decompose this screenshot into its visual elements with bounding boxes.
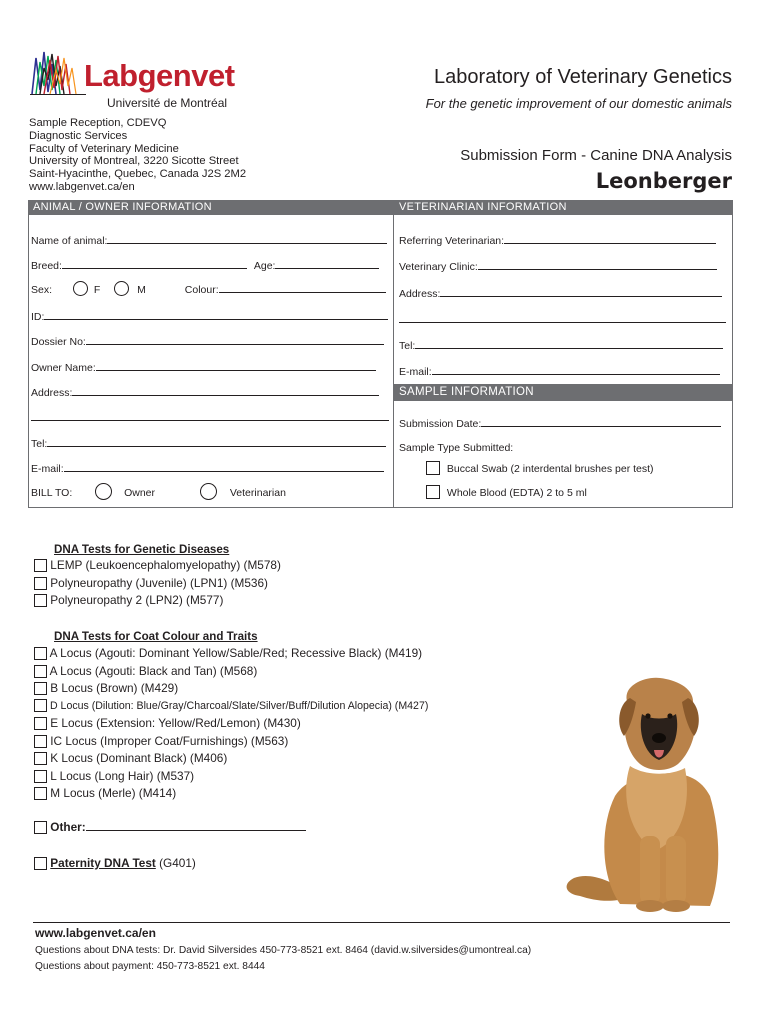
clinic-label: Veterinary Clinic:	[399, 261, 478, 273]
test-label: Polyneuropathy (Juvenile) (LPN1) (M536)	[50, 575, 268, 590]
sample-bar: SAMPLE INFORMATION	[394, 384, 733, 401]
test-checkbox[interactable]	[34, 559, 47, 572]
sex-m-label: M	[137, 284, 146, 296]
test-label: Polyneuropathy 2 (LPN2) (M577)	[50, 593, 224, 607]
address-line: Saint-Hyacinthe, Quebec, Canada J2S 2M2	[29, 168, 247, 181]
test-item	[34, 663, 428, 681]
dossier-row	[31, 335, 384, 348]
animal-name-label: Name of animal:	[31, 235, 108, 247]
test-label: IC Locus (Improper Coat/Furnishings) (M563)	[50, 733, 289, 748]
logo-wordmark: Labgenvet	[84, 58, 235, 93]
owner-email-row	[31, 462, 384, 475]
vet-address-label: Address:	[399, 288, 441, 300]
id-field[interactable]	[44, 310, 388, 320]
test-checkbox[interactable]	[34, 770, 47, 783]
owner-address-field[interactable]	[72, 386, 379, 396]
test-item	[34, 557, 281, 575]
test-item	[34, 645, 428, 663]
owner-email-field[interactable]	[64, 462, 384, 472]
other-row	[34, 819, 306, 837]
owner-tel-label: Tel:	[31, 438, 48, 450]
bill-owner-radio[interactable]	[95, 483, 112, 500]
footer-rule	[33, 922, 730, 923]
animal-owner-bar: ANIMAL / OWNER INFORMATION	[28, 200, 393, 215]
vet-email-label: E-mail:	[399, 366, 432, 378]
column-divider	[393, 200, 394, 508]
vet-address-field[interactable]	[440, 287, 722, 297]
reception-address	[29, 117, 246, 194]
colour-label: Colour:	[184, 284, 219, 296]
test-item	[34, 750, 428, 768]
test-label: K Locus (Dominant Black) (M406)	[50, 751, 228, 765]
test-label: L Locus (Long Hair) (M537)	[50, 768, 195, 783]
other-checkbox[interactable]	[34, 821, 47, 834]
test-item	[34, 785, 428, 803]
id-label: ID:	[31, 311, 45, 323]
address-line: Sample Reception, CDEVQ	[29, 117, 167, 129]
animal-name-field[interactable]	[107, 234, 387, 244]
buccal-swab-checkbox[interactable]	[426, 461, 440, 475]
vet-tel-field[interactable]	[415, 339, 723, 349]
colour-field[interactable]	[219, 283, 386, 293]
buccal-swab-label: Buccal Swab (2 interdental brushes per test)	[446, 463, 654, 475]
whole-blood-row	[426, 487, 587, 499]
test-item	[34, 698, 428, 716]
dossier-label: Dossier No:	[31, 336, 86, 348]
sample-type-label: Sample Type Submitted:	[399, 442, 514, 454]
age-label: Age:	[253, 260, 276, 272]
test-checkbox[interactable]	[34, 699, 47, 712]
owner-address-row	[31, 386, 379, 399]
paternity-label: Paternity DNA Test	[50, 856, 156, 870]
owner-address-field-2[interactable]	[31, 420, 389, 421]
diseases-title: DNA Tests for Genetic Diseases	[54, 543, 230, 556]
referring-vet-row	[399, 234, 716, 247]
lab-title: Laboratory of Veterinary Genetics	[434, 66, 732, 88]
breed-label: Breed:	[31, 260, 62, 272]
owner-address-label: Address:	[31, 387, 73, 399]
vet-tel-label: Tel:	[399, 340, 416, 352]
address-line: University of Montreal, 3220 Sicotte Street	[29, 155, 239, 168]
owner-row	[31, 361, 376, 374]
test-item	[34, 575, 281, 593]
veterinarian-bar: VETERINARIAN INFORMATION	[394, 200, 733, 215]
sex-m-radio[interactable]	[114, 281, 129, 296]
test-checkbox[interactable]	[34, 577, 47, 590]
other-label: Other:	[50, 820, 86, 834]
owner-label: Owner Name:	[31, 362, 96, 374]
test-label: LEMP (Leukoencephalomyelopathy) (M578)	[50, 558, 281, 572]
vet-tel-row	[399, 339, 723, 352]
vet-email-field[interactable]	[432, 365, 720, 375]
test-label: B Locus (Brown) (M429)	[50, 681, 179, 695]
bill-owner-label: Owner	[124, 486, 156, 499]
sex-f-radio[interactable]	[73, 281, 88, 296]
owner-tel-field[interactable]	[47, 437, 386, 447]
test-checkbox[interactable]	[34, 665, 47, 678]
submission-date-row	[399, 417, 721, 430]
vet-address-row	[399, 287, 722, 300]
labgenvet-logo-icon	[30, 50, 88, 96]
test-item	[34, 768, 428, 786]
dossier-field[interactable]	[86, 335, 384, 345]
clinic-field[interactable]	[478, 260, 717, 270]
owner-tel-row	[31, 437, 386, 450]
test-checkbox[interactable]	[34, 647, 47, 660]
whole-blood-checkbox[interactable]	[426, 485, 440, 499]
address-line: Faculty of Veterinary Medicine	[29, 142, 179, 155]
test-checkbox[interactable]	[34, 682, 47, 695]
leonberger-dog-image	[560, 676, 738, 921]
id-row	[31, 310, 388, 323]
coat-list	[34, 645, 428, 803]
paternity-checkbox[interactable]	[34, 857, 47, 870]
test-label: A Locus (Agouti: Black and Tan) (M568)	[49, 663, 258, 678]
sex-f-label: F	[93, 284, 101, 296]
test-label: M Locus (Merle) (M414)	[50, 786, 177, 800]
footer-url-link[interactable]: www.labgenvet.ca/en	[35, 926, 156, 940]
sex-row	[31, 283, 386, 296]
footer-questions-tests: Questions about DNA tests: Dr. David Silversides 450-773-8521 ext. 8464 (david.w.silversides@umontreal.ca)	[35, 945, 532, 956]
vet-email-row	[399, 365, 720, 378]
test-checkbox[interactable]	[34, 752, 47, 765]
test-checkbox[interactable]	[34, 735, 47, 748]
test-item	[34, 733, 428, 751]
submission-date-label: Submission Date:	[399, 418, 482, 430]
animal-name-row	[31, 234, 387, 247]
breed-title: Leonberger	[595, 169, 732, 193]
bill-to-label: BILL TO:	[31, 486, 73, 499]
form-title: Submission Form - Canine DNA Analysis	[460, 147, 732, 164]
bill-vet-label: Veterinarian	[229, 486, 286, 499]
bill-to-row	[31, 486, 286, 500]
test-label: A Locus (Agouti: Dominant Yellow/Sable/Red; Recessive Black) (M419)	[49, 646, 423, 660]
test-label: D Locus (Dilution: Blue/Gray/Charcoal/Slate/Silver/Buff/Dilution Alopecia) (M427)	[49, 699, 429, 712]
lab-subtitle: For the genetic improvement of our domestic animals	[425, 96, 732, 111]
test-item	[34, 592, 281, 610]
other-field[interactable]	[86, 819, 306, 831]
coat-title: DNA Tests for Coat Colour and Traits	[54, 630, 258, 643]
footer-questions-payment: Questions about payment: 450-773-8521 ext. 8444	[35, 961, 265, 972]
clinic-row	[399, 260, 717, 273]
paternity-row	[34, 855, 196, 873]
buccal-swab-row	[426, 463, 654, 475]
breed-field[interactable]	[62, 259, 247, 269]
test-item	[34, 680, 428, 698]
whole-blood-label: Whole Blood (EDTA) 2 to 5 ml	[446, 487, 587, 499]
test-item	[34, 715, 428, 733]
sex-label: Sex:	[31, 284, 53, 296]
paternity-code: (G401)	[159, 856, 196, 870]
owner-email-label: E-mail:	[31, 463, 64, 475]
diseases-list	[34, 557, 281, 610]
address-link[interactable]: www.labgenvet.ca/en	[29, 180, 135, 193]
vet-address-field-2[interactable]	[399, 322, 726, 323]
test-checkbox[interactable]	[34, 594, 47, 607]
referring-vet-field[interactable]	[504, 234, 716, 244]
age-field[interactable]	[275, 259, 379, 269]
bill-vet-radio[interactable]	[200, 483, 217, 500]
breed-row	[31, 259, 379, 272]
referring-vet-label: Referring Veterinarian:	[399, 235, 505, 247]
logo-subtitle: Université de Montréal	[107, 96, 228, 110]
test-checkbox[interactable]	[34, 717, 47, 730]
address-line: Diagnostic Services	[29, 129, 128, 142]
owner-field[interactable]	[96, 361, 376, 371]
submission-date-field[interactable]	[481, 417, 721, 427]
test-label: E Locus (Extension: Yellow/Red/Lemon) (M430)	[50, 716, 301, 730]
test-checkbox[interactable]	[34, 787, 47, 800]
